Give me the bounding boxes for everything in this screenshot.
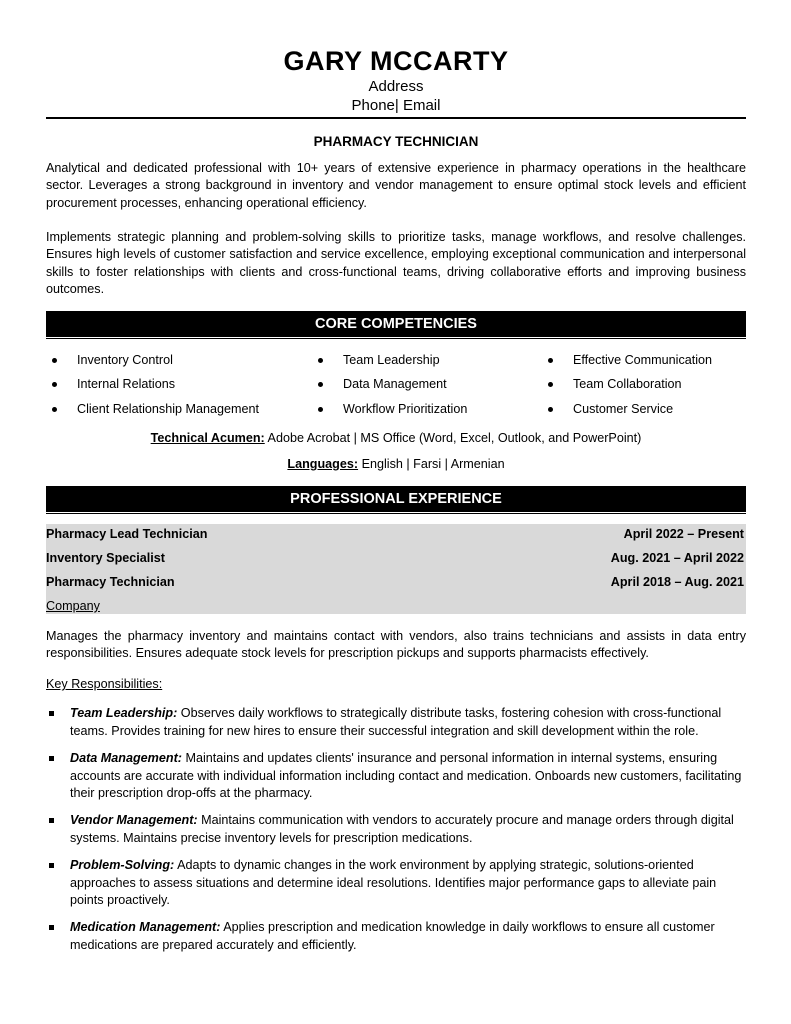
role-description: Manages the pharmacy inventory and maintains contact with vendors, also trains technicians and assists in data entry responsibilities. Ensures adequate stock levels for prescription pickups and supports pharmacists effectively.: [46, 629, 746, 661]
summary-paragraph-2: Implements strategic planning and problem-solving skills to prioritize tasks, manage workflows, and resolve challenges. Ensures high levels of customer satisfaction and service excellence, employing exceptional communication and interpersonal skills to foster relationships with clients and cross-functional teams, driving collaborative efforts and improving business outcomes.: [46, 230, 746, 296]
bullet-icon: [318, 358, 323, 363]
section-divider: [46, 513, 746, 514]
target-title: PHARMACY TECHNICIAN: [313, 134, 479, 149]
technical-acumen: [46, 430, 746, 447]
bullet-icon: [548, 382, 553, 387]
section-heading-competencies: CORE COMPETENCIES: [46, 311, 746, 337]
languages: [46, 456, 746, 473]
bullet-icon: [52, 407, 57, 412]
technical-label: Technical Acumen:: [150, 431, 265, 445]
role-dates: April 2022 – Present: [623, 527, 744, 541]
role-row: [46, 572, 746, 592]
square-bullet-icon: [49, 863, 54, 868]
languages-label: Languages:: [287, 457, 359, 471]
section-heading-experience: PROFESSIONAL EXPERIENCE: [46, 486, 746, 512]
address: Address: [368, 78, 424, 95]
contact-line: Phone| Email: [351, 97, 441, 114]
bullet-icon: [548, 407, 553, 412]
bullet-icon: [52, 382, 57, 387]
bullet-icon: [318, 382, 323, 387]
role-title: Pharmacy Technician: [46, 575, 175, 589]
square-bullet-icon: [49, 818, 54, 823]
languages-value: English | Farsi | Armenian: [358, 457, 505, 471]
header-divider: [46, 117, 746, 119]
summary-paragraph-1: Analytical and dedicated professional with 10+ years of extensive experience in pharmacy operations in the healthcare sector. Leverages a strong background in inventory and vendor management to ensure optimal stock levels and efficient procurement processes, enhancing operational efficiency.: [46, 161, 746, 210]
role-row: [46, 548, 746, 568]
technical-value: Adobe Acrobat | MS Office (Word, Excel, Outlook, and PowerPoint): [264, 431, 642, 445]
section-divider: [46, 338, 746, 339]
bullet-icon: [548, 358, 553, 363]
role-title: Pharmacy Lead Technician: [46, 527, 208, 541]
company-name: Company: [46, 599, 100, 613]
square-bullet-icon: [49, 756, 54, 761]
role-title: Inventory Specialist: [46, 551, 165, 565]
role-dates: Aug. 2021 – April 2022: [610, 551, 744, 565]
key-responsibilities-heading: Key Responsibilities:: [46, 677, 163, 691]
role-row: [46, 524, 746, 544]
square-bullet-icon: [49, 711, 54, 716]
bullet-icon: [52, 358, 57, 363]
bullet-icon: [318, 407, 323, 412]
role-dates: April 2018 – Aug. 2021: [610, 575, 744, 589]
square-bullet-icon: [49, 925, 54, 930]
candidate-name: GARY MCCARTY: [283, 46, 509, 76]
